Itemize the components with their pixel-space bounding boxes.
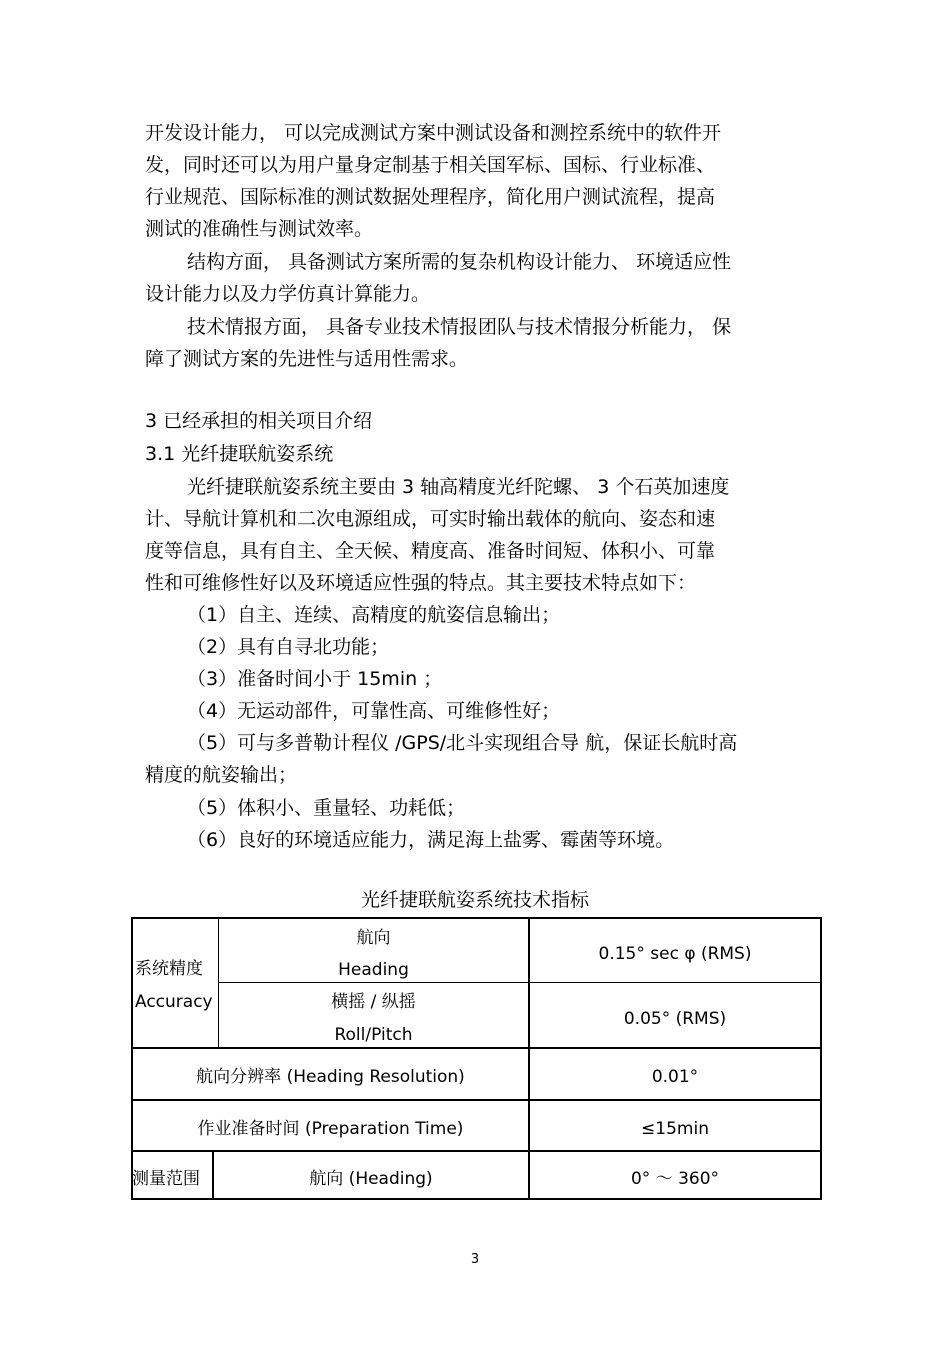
- paragraph-line: 光纤捷联航姿系统主要由 3 轴高精度光纤陀螺、 3 个石英加速度: [187, 476, 730, 498]
- heading-value: 0.15° sec φ (RMS): [598, 944, 752, 964]
- table-border: [131, 1198, 822, 1200]
- feature-item: （5）可与多普勒计程仪 /GPS/北斗实现组合导 航，保证长航时高: [187, 732, 738, 754]
- table-caption: 光纤捷联航姿系统技术指标: [360, 889, 589, 911]
- feature-item: （4）无运动部件，可靠性高、可维修性好；: [187, 700, 561, 722]
- paragraph-line: 结构方面， 具备测试方案所需的复杂机构设计能力、 环境适应性: [187, 251, 732, 273]
- resolution-value: 0.01°: [651, 1067, 699, 1087]
- spec-table: [131, 917, 822, 1200]
- feature-item: （3）准备时间小于 15min ；: [187, 668, 443, 690]
- subsection-heading: 3.1 光纤捷联航姿系统: [145, 443, 334, 465]
- accuracy-label-en: Accuracy: [135, 992, 213, 1012]
- paragraph-line: 发，同时还可以为用户量身定制基于相关国军标、国标、行业标准、: [145, 154, 716, 176]
- range-sub-label: 航向 (Heading): [309, 1169, 433, 1189]
- table-rule: [218, 982, 822, 983]
- paragraph-line: 计、导航计算机和二次电源组成，可实时输出载体的航向、姿态和速: [145, 508, 716, 530]
- prep-time-label: 作业准备时间 (Preparation Time): [197, 1119, 464, 1139]
- table-border: [131, 917, 133, 1200]
- rollpitch-label-en: Roll/Pitch: [334, 1025, 413, 1045]
- paragraph-line: 性和可维修性好以及环境适应性强的特点。其主要技术特点如下：: [145, 572, 697, 594]
- prep-time-value: ≤15min: [641, 1119, 709, 1139]
- paragraph-line: 技术情报方面， 具备专业技术情报团队与技术情报分析能力， 保: [187, 316, 732, 338]
- table-border: [820, 917, 822, 1200]
- feature-item: （2）具有自寻北功能；: [187, 636, 390, 658]
- table-rule: [131, 1150, 822, 1152]
- accuracy-label-cn: 系统精度: [135, 959, 203, 979]
- range-value: 0° ～ 360°: [630, 1169, 720, 1189]
- paragraph-line: 度等信息，具有自主、全天候、精度高、准备时间短、体积小、可靠: [145, 540, 716, 562]
- paragraph-line: 障了测试方案的先进性与适用性需求。: [145, 348, 469, 370]
- rollpitch-label-cn: 横摇 / 纵摇: [331, 992, 416, 1012]
- section-heading: 3 已经承担的相关项目介绍: [145, 410, 373, 432]
- paragraph-line: 设计能力以及力学仿真计算能力。: [145, 283, 431, 305]
- heading-label-cn: 航向: [356, 928, 391, 948]
- paragraph-line: 测试的准确性与测试效率。: [145, 218, 374, 240]
- feature-item: （5）体积小、重量轻、功耗低；: [187, 797, 466, 819]
- rollpitch-value: 0.05° (RMS): [623, 1009, 727, 1029]
- resolution-label: 航向分辨率 (Heading Resolution): [196, 1067, 465, 1087]
- paragraph-line: 行业规范、国际标准的测试数据处理程序，简化用户测试流程，提高: [145, 186, 716, 208]
- table-rule: [131, 1099, 822, 1101]
- table-rule: [131, 1047, 822, 1049]
- range-label: 测量范围: [132, 1169, 200, 1189]
- feature-item: （1）自主、连续、高精度的航姿信息输出；: [187, 604, 561, 626]
- feature-item-continued: 精度的航姿输出；: [145, 764, 298, 786]
- table-border: [131, 917, 822, 919]
- page-number: 3: [470, 1252, 480, 1267]
- feature-item: （6）良好的环境适应能力，满足海上盐雾、霉菌等环境。: [187, 829, 675, 851]
- heading-label-en: Heading: [338, 960, 409, 980]
- paragraph-line: 开发设计能力， 可以完成测试方案中测试设备和测控系统中的软件开: [145, 122, 722, 144]
